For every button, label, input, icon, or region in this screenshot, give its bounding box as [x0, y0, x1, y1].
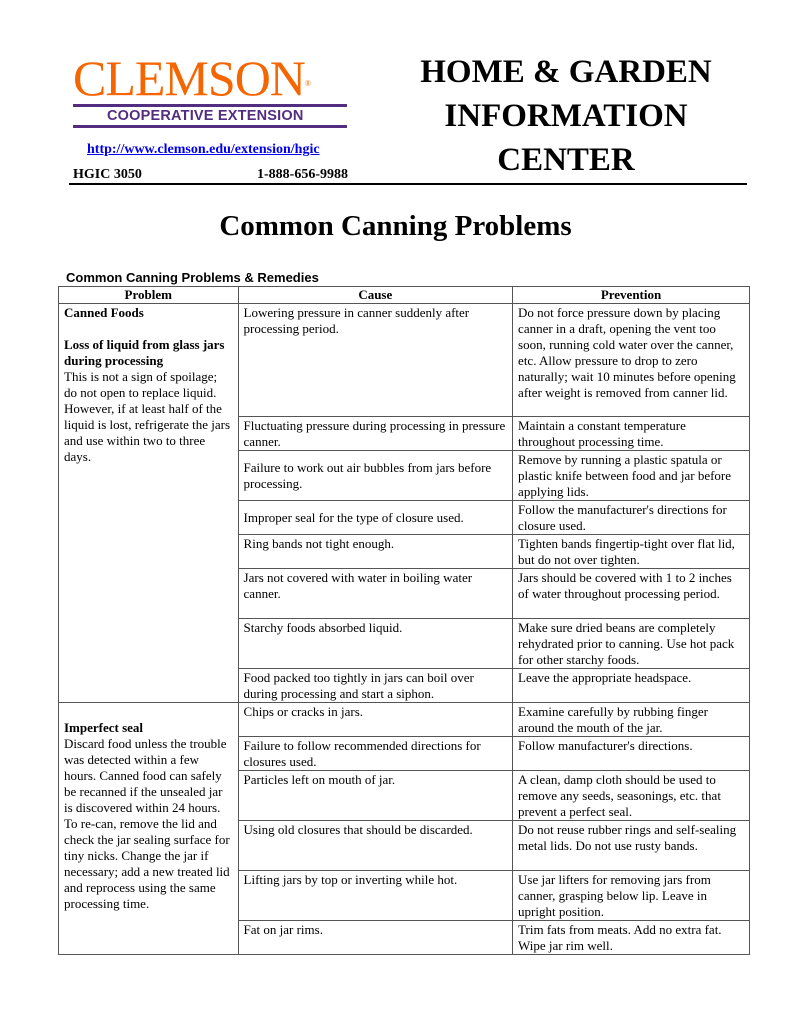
cause-cell: Failure to follow recommended directions for closures used.: [238, 737, 513, 771]
prevention-cell: Do not reuse rubber rings and self-sealing metal lids. Do not use rusty bands.: [513, 821, 750, 871]
cause-cell: Food packed too tightly in jars can boil over during processing and start a siphon.: [238, 669, 513, 703]
problem-title: Loss of liquid from glass jars during processing: [64, 337, 225, 368]
prevention-cell: Use jar lifters for removing jars from canner, grasping below lip. Leave in upright position.: [513, 871, 750, 921]
problem-text: Discard food unless the trouble was detected within a few hours. Canned food can safely be recanned if the unsealed jar is discovered within 24 hours. To re-can, remove the lid and check the jar sealing surface for tiny nicks. Change the jar if necessary; add a new treated lid and reprocess using the same processing time.: [64, 736, 230, 911]
cause-cell: Starchy foods absorbed liquid.: [238, 619, 513, 669]
logo-divider-bottom: [73, 125, 347, 128]
remedies-table: [58, 286, 750, 955]
prevention-cell: Examine carefully by rubbing finger around the mouth of the jar.: [513, 703, 750, 737]
prevention-cell: Leave the appropriate headspace.: [513, 669, 750, 703]
table-caption: Common Canning Problems & Remedies: [66, 270, 319, 285]
logo-subtitle: COOPERATIVE EXTENSION: [107, 108, 304, 124]
cause-cell: Ring bands not tight enough.: [238, 535, 513, 569]
cause-cell: Fat on jar rims.: [238, 921, 513, 955]
hgic-phone: 1-888-656-9988: [257, 167, 348, 182]
center-title-line-3: CENTER: [497, 142, 635, 178]
clemson-logo: [73, 50, 355, 128]
cause-cell: Fluctuating pressure during processing in pressure canner.: [238, 417, 513, 451]
hgic-center-title: [396, 50, 736, 182]
header-prevention: Prevention: [513, 287, 750, 304]
prevention-cell: Make sure dried beans are completely rehydrated prior to canning. Use hot pack for other starchy foods.: [513, 619, 750, 669]
problem-category: Canned Foods: [64, 305, 144, 320]
registered-mark: ®: [304, 79, 310, 88]
header-rule: [69, 183, 747, 185]
prevention-cell: Do not force pressure down by placing canner in a draft, opening the vent too soon, running cold water over the canner, etc. Allow pressure to drop to zero naturally; wait 10 minutes before opening after weight is removed from canner lid.: [513, 304, 750, 417]
problem-text: This is not a sign of spoilage; do not open to replace liquid. However, if at least half of the liquid is lost, refrigerate the jars and use within two to three days.: [64, 369, 231, 464]
logo-wordmark: CLEMSON®: [73, 50, 310, 106]
prevention-cell: Tighten bands fingertip-tight over flat lid, but do not over tighten.: [513, 535, 750, 569]
prevention-cell: Trim fats from meats. Add no extra fat. Wipe jar rim well.: [513, 921, 750, 955]
cause-cell: Improper seal for the type of closure used.: [238, 501, 513, 535]
header-problem: Problem: [59, 287, 239, 304]
table-row: [59, 304, 750, 417]
cause-cell: Failure to work out air bubbles from jars before processing.: [238, 451, 513, 501]
prevention-cell: Follow manufacturer's directions.: [513, 737, 750, 771]
hgic-code: HGIC 3050: [73, 167, 142, 182]
prevention-cell: Remove by running a plastic spatula or plastic knife between food and jar before applying lids.: [513, 451, 750, 501]
problem-title: Imperfect seal: [64, 720, 144, 735]
table-header-row: [59, 287, 750, 304]
table-row: [59, 703, 750, 737]
document-title: Common Canning Problems: [219, 210, 572, 242]
cause-cell: Using old closures that should be discarded.: [238, 821, 513, 871]
prevention-cell: Maintain a constant temperature throughout processing time.: [513, 417, 750, 451]
cause-cell: Lowering pressure in canner suddenly after processing period.: [238, 304, 513, 417]
cause-cell: Jars not covered with water in boiling water canner.: [238, 569, 513, 619]
cause-cell: Particles left on mouth of jar.: [238, 771, 513, 821]
cause-cell: Lifting jars by top or inverting while hot.: [238, 871, 513, 921]
center-title-line-1: HOME & GARDEN: [420, 54, 712, 90]
prevention-cell: Follow the manufacturer's directions for closure used.: [513, 501, 750, 535]
problem-cell-liquid-loss: [59, 304, 239, 703]
header-cause: Cause: [238, 287, 513, 304]
cause-cell: Chips or cracks in jars.: [238, 703, 513, 737]
problem-cell-imperfect-seal: [59, 703, 239, 955]
prevention-cell: A clean, damp cloth should be used to remove any seeds, seasonings, etc. that prevent a perfect seal.: [513, 771, 750, 821]
center-title-line-2: INFORMATION: [444, 98, 688, 134]
prevention-cell: Jars should be covered with 1 to 2 inches of water throughout processing period.: [513, 569, 750, 619]
hgic-website-link[interactable]: http://www.clemson.edu/extension/hgic: [87, 142, 320, 157]
